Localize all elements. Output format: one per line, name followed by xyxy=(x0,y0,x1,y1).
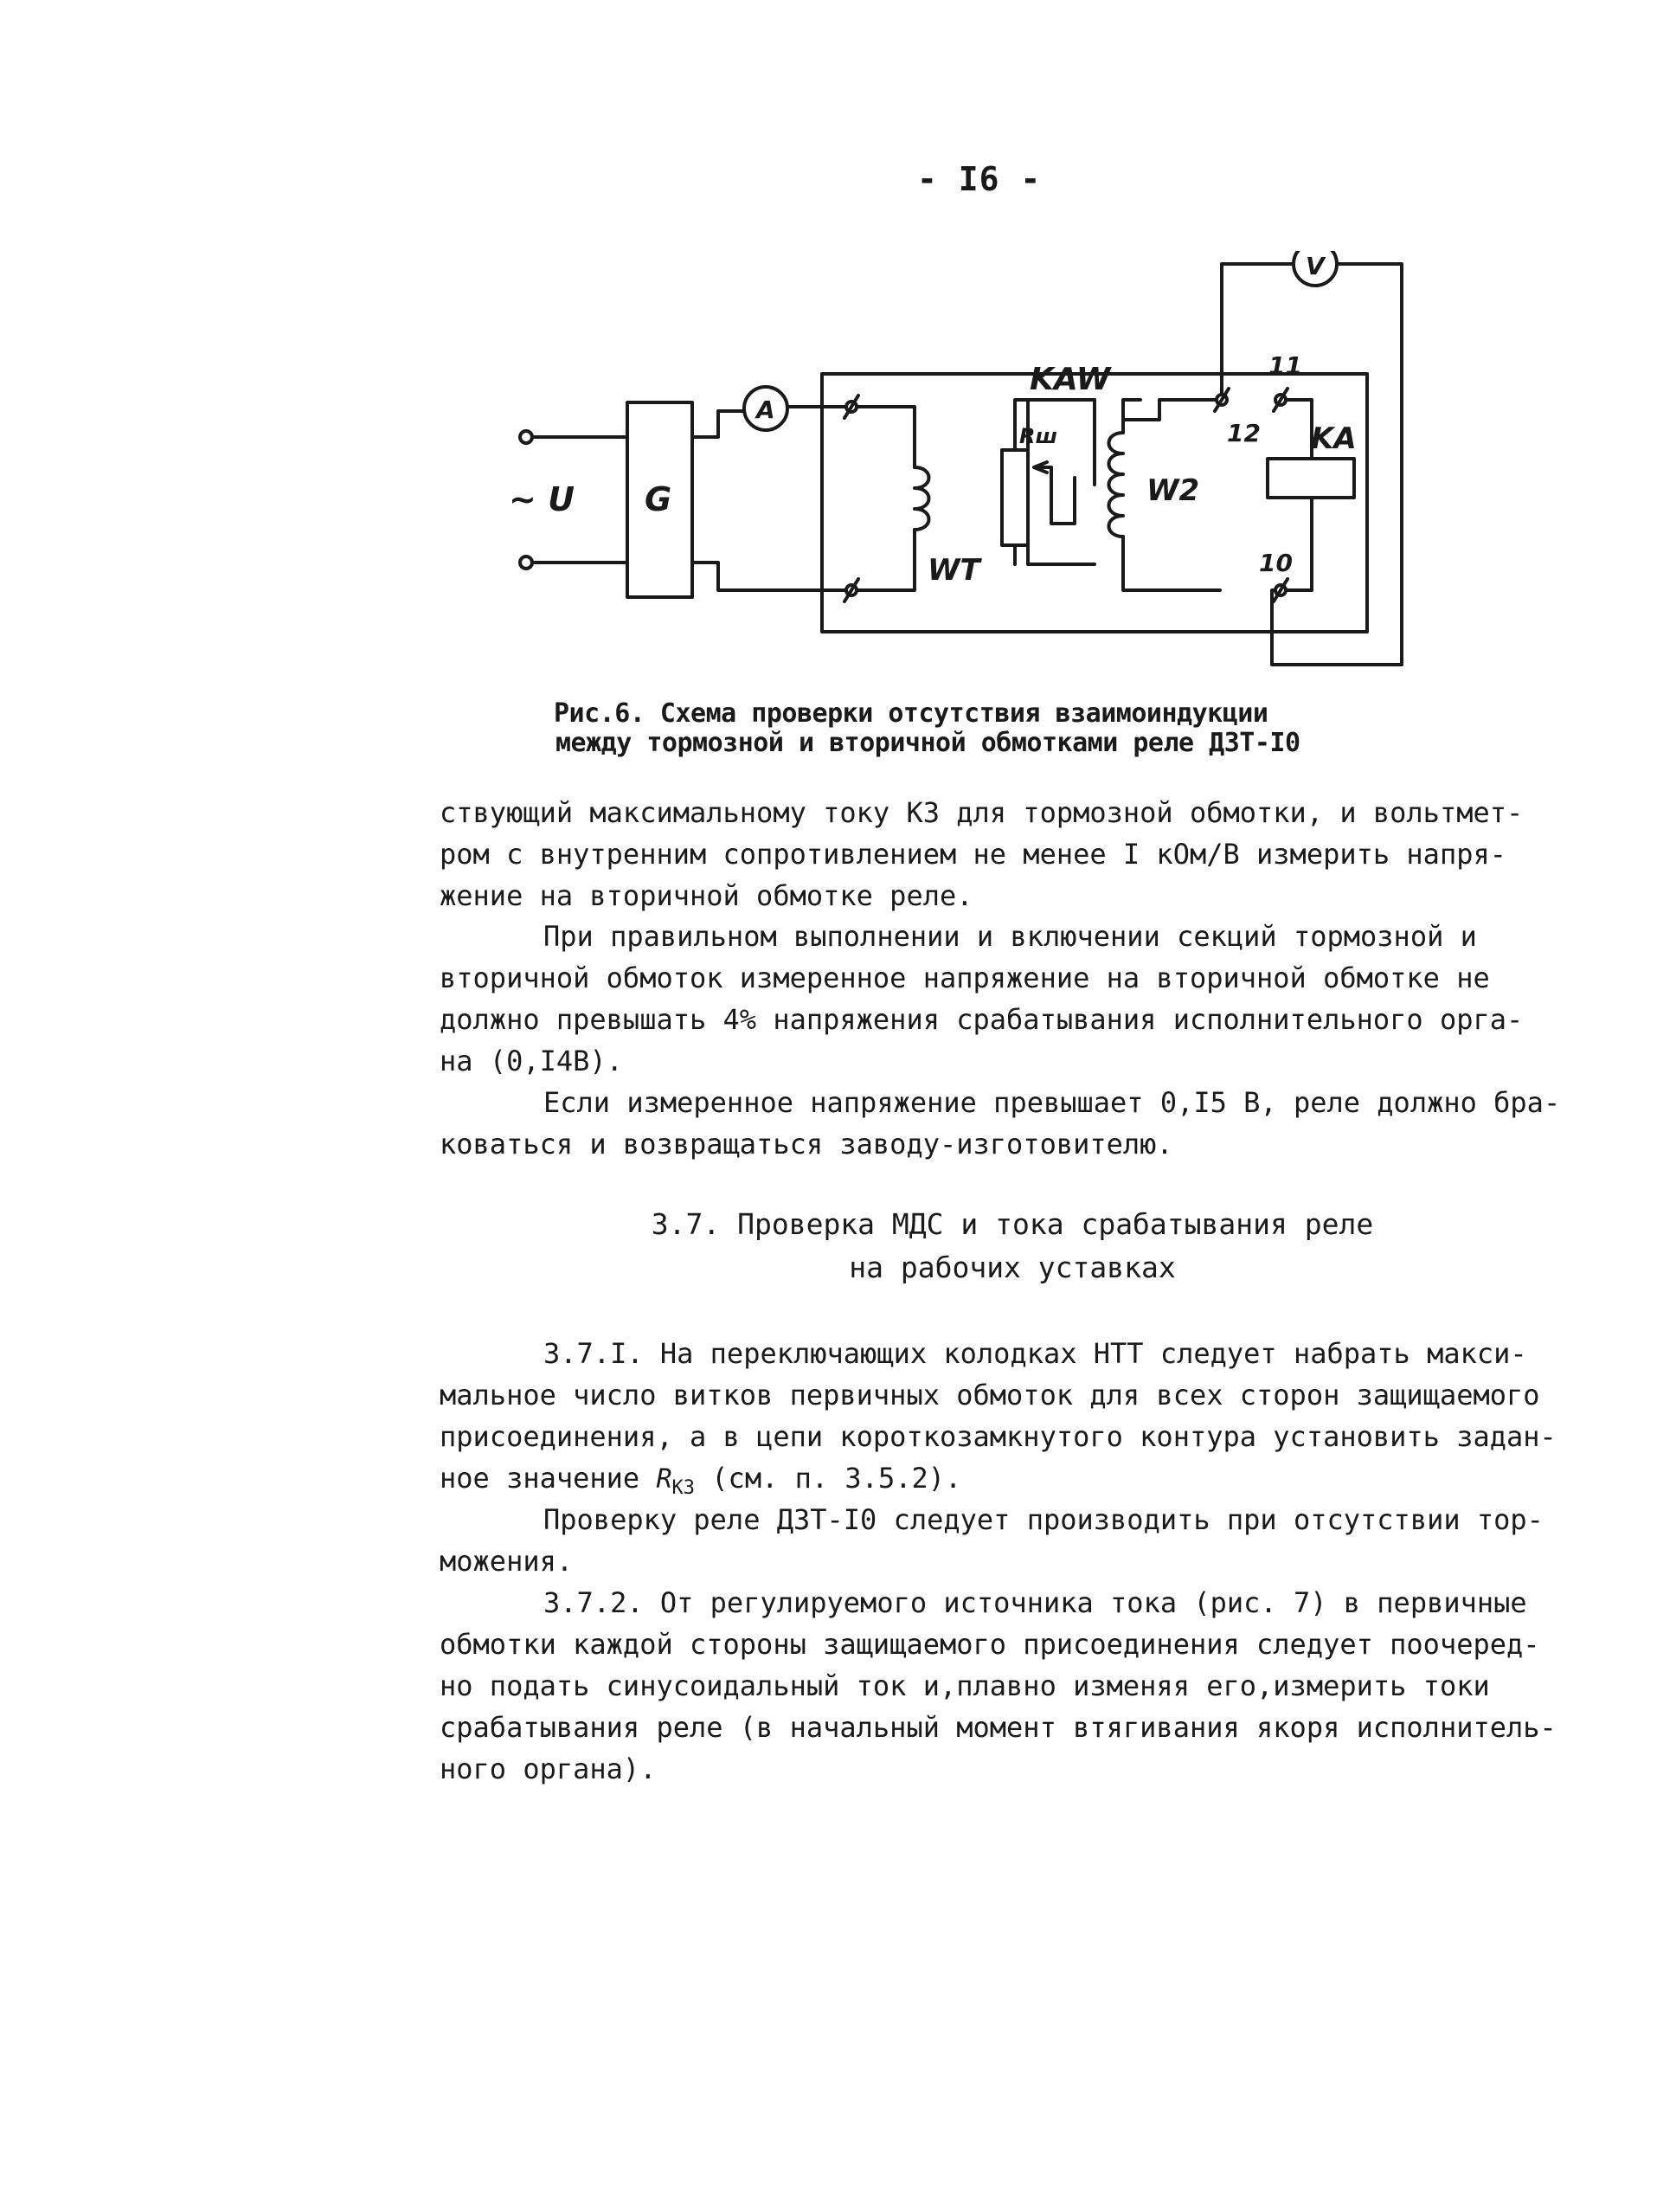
page-number: - I6 - xyxy=(917,160,1042,198)
voltmeter-label: V xyxy=(1306,252,1325,280)
text-line: но подать синусоидальный ток и,плавно изменяя его,измерить токи xyxy=(440,1669,1490,1702)
terminal-10-label: 10 xyxy=(1259,549,1293,577)
input-terminal-bottom xyxy=(520,556,532,569)
circuit-svg xyxy=(485,251,1428,684)
input-terminal-top xyxy=(520,431,532,443)
resistor-label: Rш xyxy=(1019,424,1057,448)
paragraph-4 xyxy=(440,1333,1590,1509)
text-line: мальное число витков первичных обмоток для всех сторон защищаемого xyxy=(440,1379,1540,1411)
caption-line: между тормозной и вторичной обмотками реле ДЗТ-I0 xyxy=(555,728,1300,758)
winding-brake-label: WT xyxy=(928,553,980,588)
text-line: Проверку реле ДЗТ-I0 следует производить при отсутствии тор- xyxy=(543,1503,1544,1536)
text-line: ного органа). xyxy=(440,1752,657,1785)
w2-coil xyxy=(1109,433,1124,537)
section-heading xyxy=(433,1203,1592,1289)
text-line: жение на вторичной обмотке реле. xyxy=(440,879,973,912)
gen-wire-bottom xyxy=(692,563,848,590)
figure-caption xyxy=(554,699,1419,758)
circuit-diagram xyxy=(485,251,1428,684)
paragraph-6 xyxy=(440,1582,1590,1790)
text-line: вторичной обмоток измеренное напряжение на вторичной обмотке не xyxy=(440,961,1490,994)
text-line: можения. xyxy=(440,1545,574,1578)
paragraph-1 xyxy=(440,792,1590,916)
text-line: коваться и возвращаться заводу-изготовителю. xyxy=(440,1128,1173,1161)
wt-coil xyxy=(915,467,929,530)
text-line: на (0,I4В). xyxy=(440,1045,623,1077)
text-line: ствующий максимальному току КЗ для тормозной обмотки, и вольтмет- xyxy=(440,796,1524,829)
text-fragment: (см. п. 3.5.2). xyxy=(695,1462,962,1495)
wt-wire xyxy=(857,407,915,467)
source-label: ~ U xyxy=(509,480,575,518)
relay-group-label: KAW xyxy=(1030,362,1111,397)
text-line: Если измеренное напряжение превышает 0,I5 В, реле должно бра- xyxy=(543,1086,1561,1119)
text-line: присоединения, а в цепи короткозамкнутого контура установить задан- xyxy=(440,1420,1557,1453)
text-line: ром с внутренним сопротивлением не менее I кОм/В измерить напря- xyxy=(440,838,1506,871)
relay-ka-coil xyxy=(1268,459,1354,498)
text-line: обмотки каждой стороны защищаемого присоединения следует поочеред- xyxy=(440,1628,1540,1661)
paragraph-2 xyxy=(440,916,1590,1082)
ammeter-label: A xyxy=(756,395,775,424)
relay-ka-label: KA xyxy=(1311,421,1357,456)
resistor-slider xyxy=(1034,467,1075,524)
text-line: должно превышать 4% напряжения срабатывания исполнительного орга- xyxy=(440,1003,1524,1036)
generator-label: G xyxy=(645,480,672,518)
winding-secondary-label: W2 xyxy=(1146,473,1200,508)
rk3-symbol: $R_{К3}$ xyxy=(656,1464,696,1499)
text-line: 3.7.I. На переключающих колодках НТТ следует набрать макси- xyxy=(543,1337,1527,1370)
text-line: срабатывания реле (в начальный момент втягивания якоря исполнитель- xyxy=(440,1711,1557,1744)
resistor-box xyxy=(1002,450,1028,545)
heading-line: на рабочих уставках xyxy=(849,1251,1176,1284)
gen-wire-top xyxy=(692,411,744,437)
text-line: При правильном выполнении и включении секций тормозной и xyxy=(543,920,1477,953)
paragraph-5 xyxy=(440,1499,1590,1582)
caption-line: Рис.6. Схема проверки отсутствия взаимоиндукции xyxy=(554,698,1268,729)
text-line: 3.7.2. От регулируемого источника тока (рис. 7) в первичные xyxy=(543,1586,1527,1619)
heading-line: 3.7. Проверка МДС и тока срабатывания реле xyxy=(651,1207,1374,1241)
text-fragment: ное значение xyxy=(440,1462,657,1495)
paragraph-3 xyxy=(440,1082,1590,1165)
terminal-11-label: 11 xyxy=(1268,351,1302,380)
terminal-12-label: 12 xyxy=(1227,419,1261,447)
